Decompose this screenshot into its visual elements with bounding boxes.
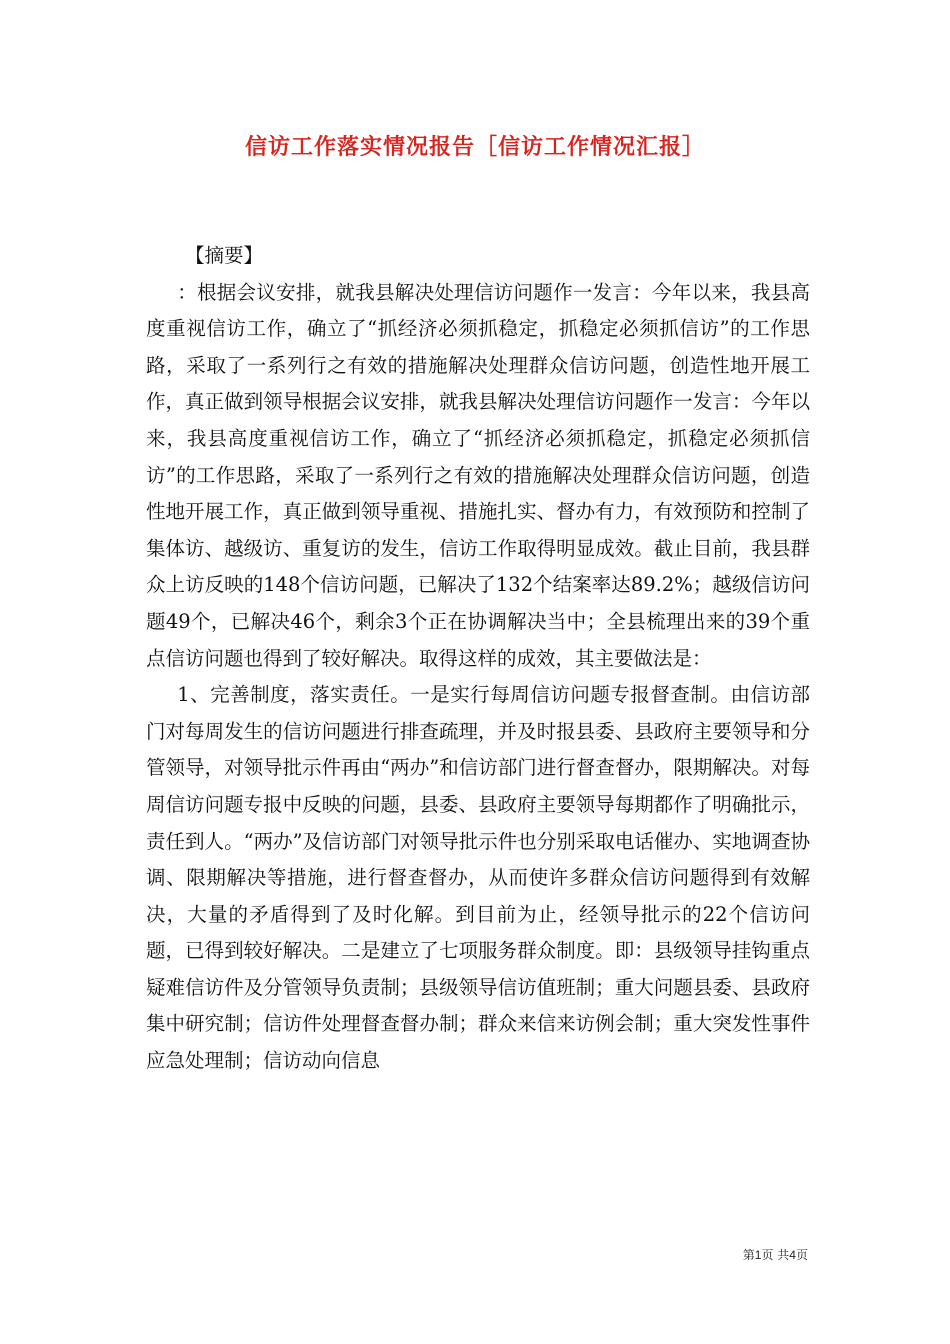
page-footer bbox=[743, 1247, 808, 1263]
document-body bbox=[146, 238, 810, 1080]
document-title: 信访工作落实情况报告［信访工作情况汇报］ bbox=[244, 134, 705, 160]
footer-total-pages: 4 bbox=[789, 1248, 796, 1262]
footer-prefix: 第 bbox=[742, 1248, 755, 1262]
abstract-paragraph: ：根据会议安排，就我县解决处理信访问题作一发言：今年以来，我县高度重视信访工作，确立了“抓经济必须抓稳定，抓稳定必须抓信访”的工作思路，采取了一系列行之有效的措施解决处理群众信访问题，创造性地开展工作，真正做到领导根据会议安排，就我县解决处理信访问题作一发言：今年以来，我县高度重视信访工作，确立了“抓经济必须抓稳定，抓稳定必须抓信访”的工作思路，采取了一系列行之有效的措施解决处理群众信访问题，创造性地开展工作，真正做到领导重视、措施扎实、督办有力，有效预防和控制了集体访、越级访、重复访的发生，信访工作取得明显成效。截止目前，我县群众上访反映的148个信访问题，已解决了132个结案率达89.2%；越级信访问题49个，已解决46个，剩余3个正在协调解决当中；全县梳理出来的39个重点信访问题也得到了较好解决。取得这样的成效，其主要做法是： bbox=[146, 280, 810, 670]
footer-suffix: 页 bbox=[795, 1248, 808, 1262]
footer-middle: 页 共 bbox=[761, 1248, 790, 1262]
footer-page-number: 1 bbox=[754, 1248, 762, 1262]
abstract-label: 【摘要】 bbox=[185, 244, 264, 267]
body-paragraph-1: 1、完善制度，落实责任。一是实行每周信访问题专报督查制。由信访部门对每周发生的信访问题进行排查疏理，并及时报县委、县政府主要领导和分管领导，对领导批示件再由“两办”和信访部门进行督查督办，限期解决。对每周信访问题专报中反映的问题，县委、县政府主要领导每期都作了明确批示，责任到人。“两办”及信访部门对领导批示件也分别采取电话催办、实地调查协调、限期解决等措施，进行督查督办，从而使许多群众信访问题得到有效解决，大量的矛盾得到了及时化解。到目前为止，经领导批示的22个信访问题，已得到较好解决。二是建立了七项服务群众制度。即：县级领导挂钩重点疑难信访件及分管领导负责制；县级领导信访值班制；重大问题县委、县政府集中研究制；信访件处理督查督办制；群众来信来访例会制；重大突发性事件应急处理制；信访动向信息 bbox=[146, 683, 810, 1073]
